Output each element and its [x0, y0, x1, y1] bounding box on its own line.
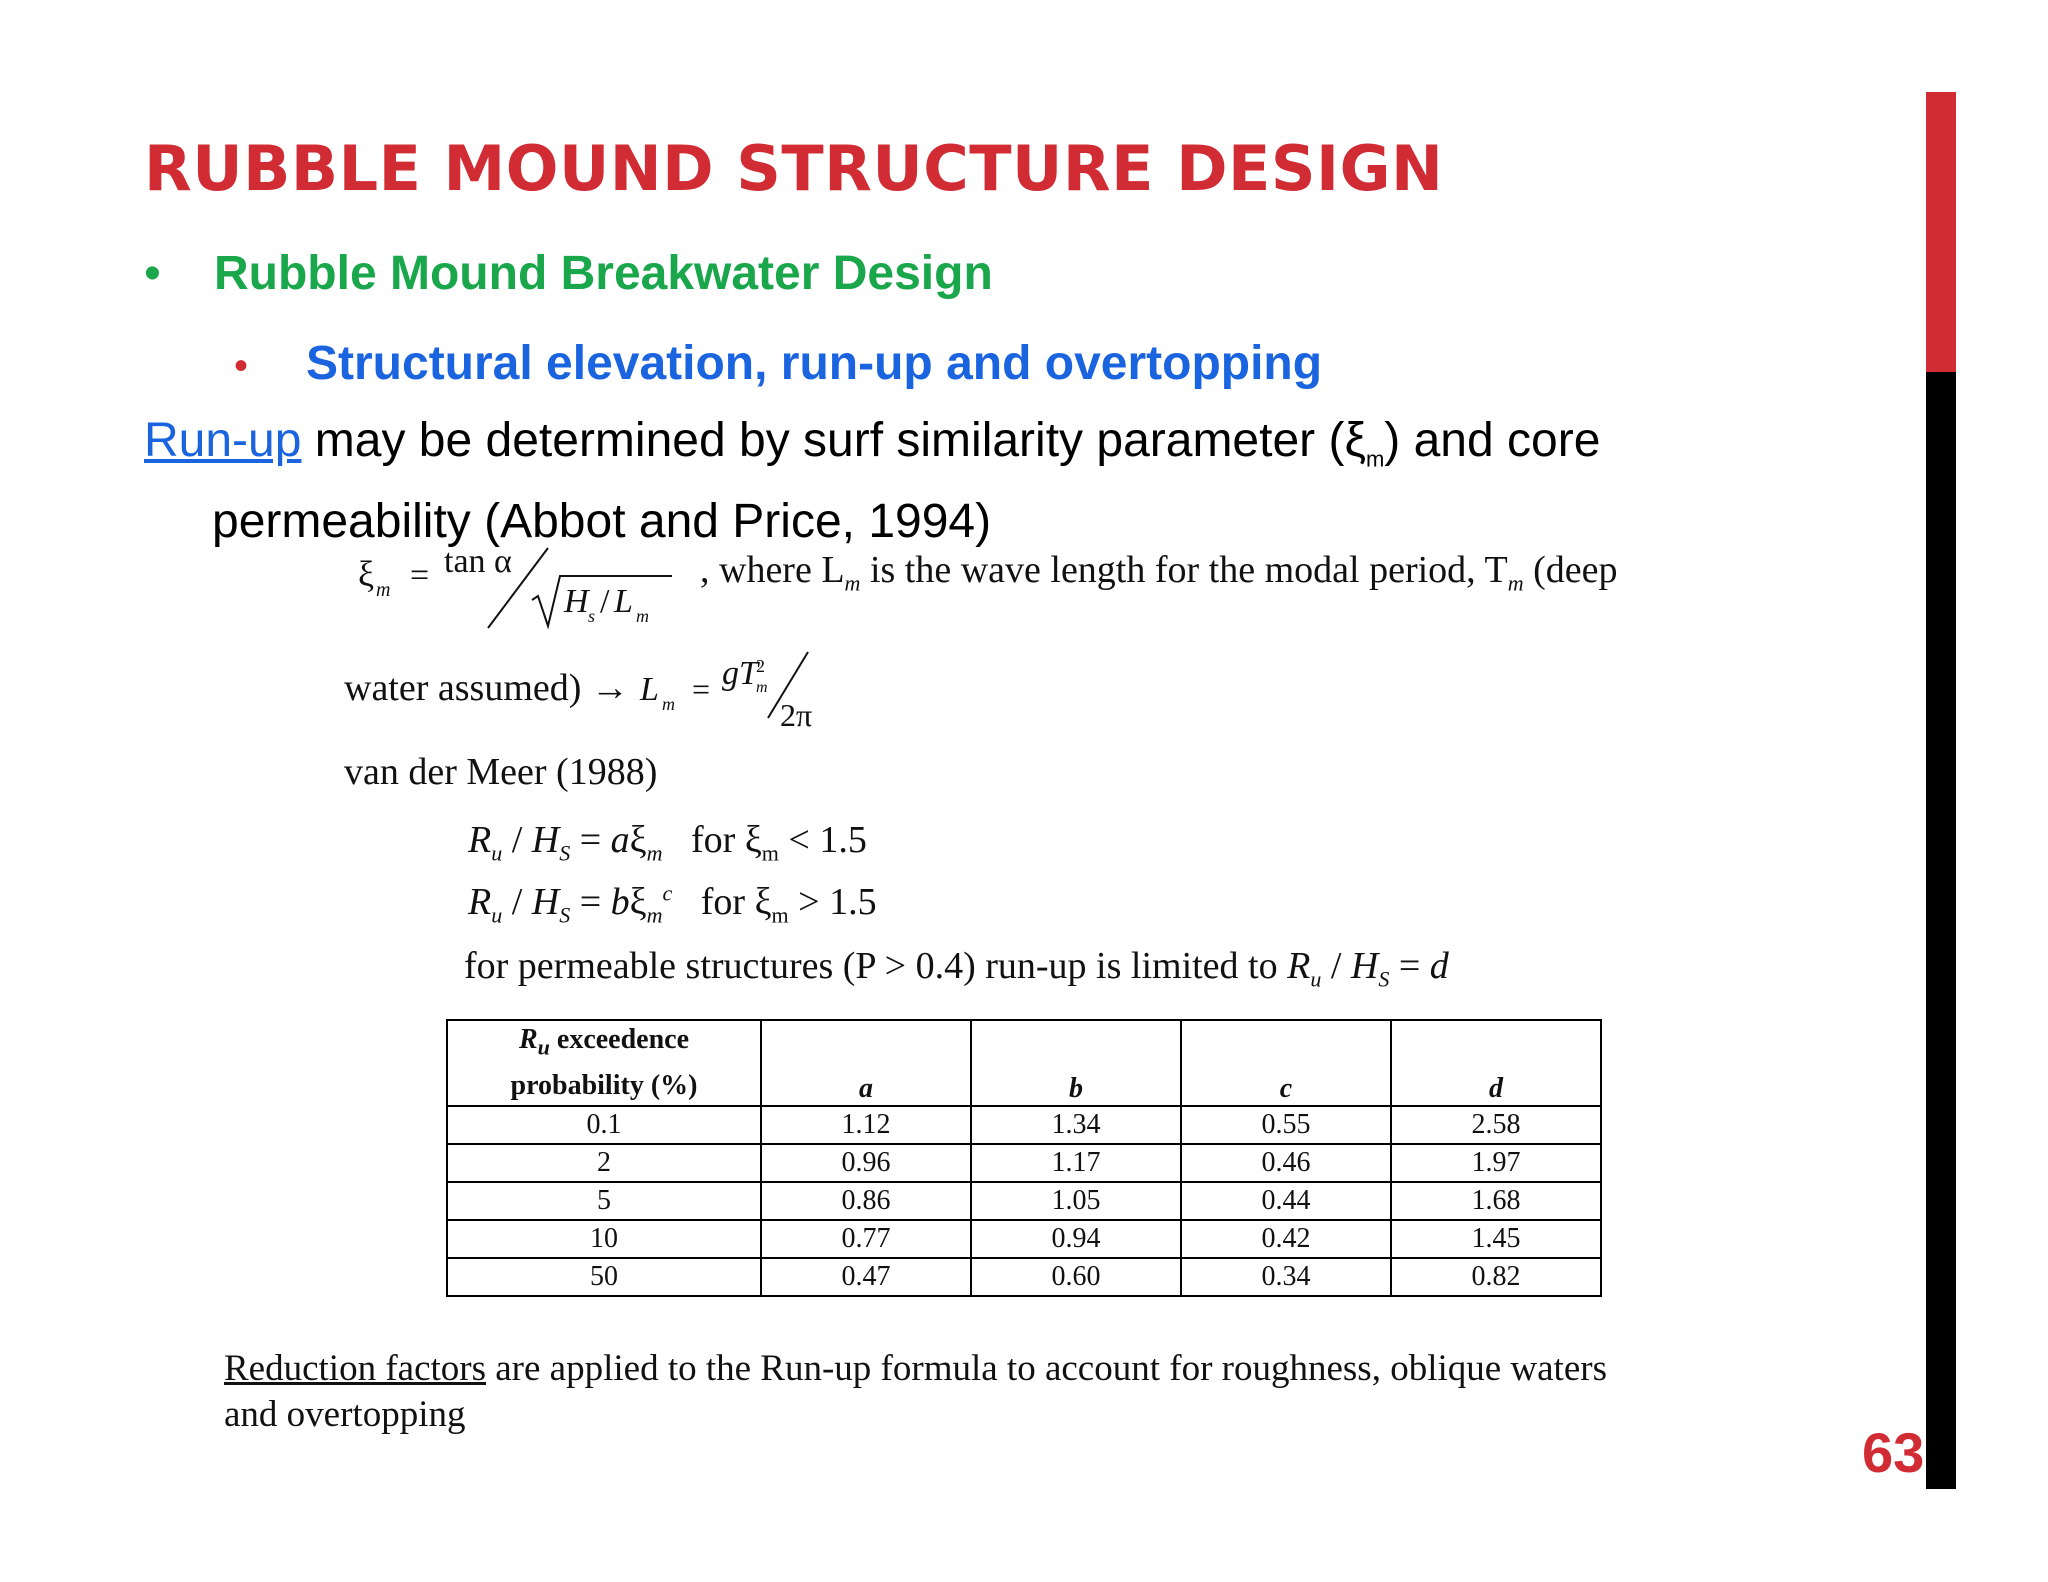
table-cell: 1.34	[971, 1106, 1181, 1144]
xi-subscript: m	[1365, 446, 1385, 472]
table-row	[447, 1220, 1601, 1258]
cond1-text: for ξ	[691, 819, 762, 861]
reduction-factors-link: Reduction factors	[224, 1348, 486, 1389]
cond1b-text: < 1.5	[778, 819, 867, 861]
table-cell: 0.77	[761, 1220, 971, 1258]
reduction-factors-text: are applied to the Run-up formula to account for roughness, oblique waters and overtopping	[224, 1348, 1607, 1435]
table-header-row	[447, 1020, 1601, 1106]
runup-link[interactable]: Run-up	[144, 414, 302, 467]
permeable-limit: for permeable structures (P > 0.4) run-up is limited to $R_u / H_S = d$	[464, 945, 1449, 992]
table-cell: 1.12	[761, 1106, 971, 1144]
header-exceedence	[447, 1020, 761, 1106]
svg-text:/: /	[600, 583, 610, 620]
table-cell: 1.17	[971, 1144, 1181, 1182]
svg-text:2π: 2π	[780, 697, 813, 733]
runup-text: may be determined by surf similarity parameter (ξ	[301, 414, 1366, 467]
table-cell: 0.96	[761, 1144, 971, 1182]
svg-text:2: 2	[756, 656, 766, 676]
table-cell: 2	[447, 1144, 761, 1182]
water-assumed-text: water assumed) →	[344, 667, 639, 709]
table-cell: 0.1	[447, 1106, 761, 1144]
permeable-text: for permeable structures (P > 0.4) run-up is limited to	[464, 945, 1288, 987]
runup-text-continued: permeability (Abbot and Price, 1994)	[212, 494, 992, 548]
header-r: R	[518, 1024, 538, 1055]
cond2-text: for ξ	[700, 881, 772, 923]
table-cell: 0.42	[1181, 1220, 1391, 1258]
svg-text:L: L	[614, 583, 633, 620]
page-number: 63	[1862, 1421, 1925, 1484]
table-cell: 10	[447, 1220, 761, 1258]
svg-text:gT: gT	[722, 655, 759, 692]
bullet-level2-text: Structural elevation, run-up and overtopping	[306, 337, 1323, 390]
table-row	[447, 1106, 1601, 1144]
table-row	[447, 1258, 1601, 1296]
svg-text:m: m	[662, 694, 676, 714]
table-cell: 0.60	[971, 1258, 1181, 1296]
header-b: b	[971, 1020, 1181, 1106]
wavelength-formula	[344, 648, 858, 738]
table-cell: 50	[447, 1258, 761, 1296]
table-cell: 0.34	[1181, 1258, 1391, 1296]
reduction-factors-note	[224, 1346, 1644, 1438]
table-cell: 0.44	[1181, 1182, 1391, 1220]
wavelength-formula-graphic	[638, 648, 858, 738]
svg-text:m: m	[376, 579, 391, 601]
cond2b-text: > 1.5	[788, 881, 877, 923]
table-cell: 0.94	[971, 1220, 1181, 1258]
header-exceedence-text: exceedence	[549, 1024, 690, 1055]
svg-text:tan α: tan α	[444, 543, 512, 580]
side-accent-bar-red	[1926, 92, 1956, 372]
table-cell: 5	[447, 1182, 761, 1220]
header-sub: u	[537, 1034, 550, 1060]
runup-formula-1: $R_u / H_S = a\xi_m$ for $\xi_m < 1.5$	[468, 819, 867, 866]
table-cell: 1.97	[1391, 1144, 1601, 1182]
table-cell: 0.46	[1181, 1144, 1391, 1182]
svg-text:=: =	[692, 671, 711, 707]
header-d: d	[1391, 1020, 1601, 1106]
table-row	[447, 1182, 1601, 1220]
svg-text:ξ: ξ	[358, 554, 375, 594]
van-der-meer-ref: van der Meer (1988)	[344, 751, 658, 793]
where-text2: is the wave length for the modal period, T	[860, 549, 1508, 591]
table-cell: 2.58	[1391, 1106, 1601, 1144]
bullet-dot: •	[234, 344, 249, 388]
svg-text:s: s	[588, 606, 596, 626]
svg-text:=: =	[410, 557, 430, 594]
svg-text:H: H	[564, 583, 589, 620]
svg-text:L: L	[640, 671, 660, 708]
where-text: , where L	[700, 549, 845, 591]
coefficients-table	[446, 1019, 1602, 1297]
bullet-dot: •	[144, 247, 161, 300]
svg-text:m: m	[756, 679, 768, 696]
table-cell: 1.05	[971, 1182, 1181, 1220]
table-cell: 0.82	[1391, 1258, 1601, 1296]
table-cell: 0.47	[761, 1258, 971, 1296]
table-row	[447, 1144, 1601, 1182]
side-accent-bar-black	[1926, 372, 1956, 1489]
runup-formula-2: $R_u / H_S = b\xi_m^c$ for $\xi_m > 1.5$	[468, 880, 877, 928]
runup-text-end: ) and core	[1384, 414, 1601, 467]
where-text3: (deep	[1523, 549, 1618, 591]
table-cell: 1.68	[1391, 1182, 1601, 1220]
header-probability-text: probability (%)	[510, 1069, 698, 1101]
where-clause: , where $L_m$ is the wave length for the modal period, $T_m$ (deep	[700, 549, 1618, 596]
header-c: c	[1181, 1020, 1391, 1106]
bullet-level2	[234, 336, 1322, 391]
bullet-level1-text: Rubble Mound Breakwater Design	[214, 247, 993, 300]
bullet-level1	[144, 246, 993, 301]
header-a: a	[761, 1020, 971, 1106]
table-cell: 0.55	[1181, 1106, 1391, 1144]
runup-paragraph	[144, 410, 1904, 553]
slide-title: RUBBLE MOUND STRUCTURE DESIGN	[144, 132, 1444, 205]
table-cell: 1.45	[1391, 1220, 1601, 1258]
table-cell: 0.86	[761, 1182, 971, 1220]
svg-text:m: m	[636, 606, 649, 626]
